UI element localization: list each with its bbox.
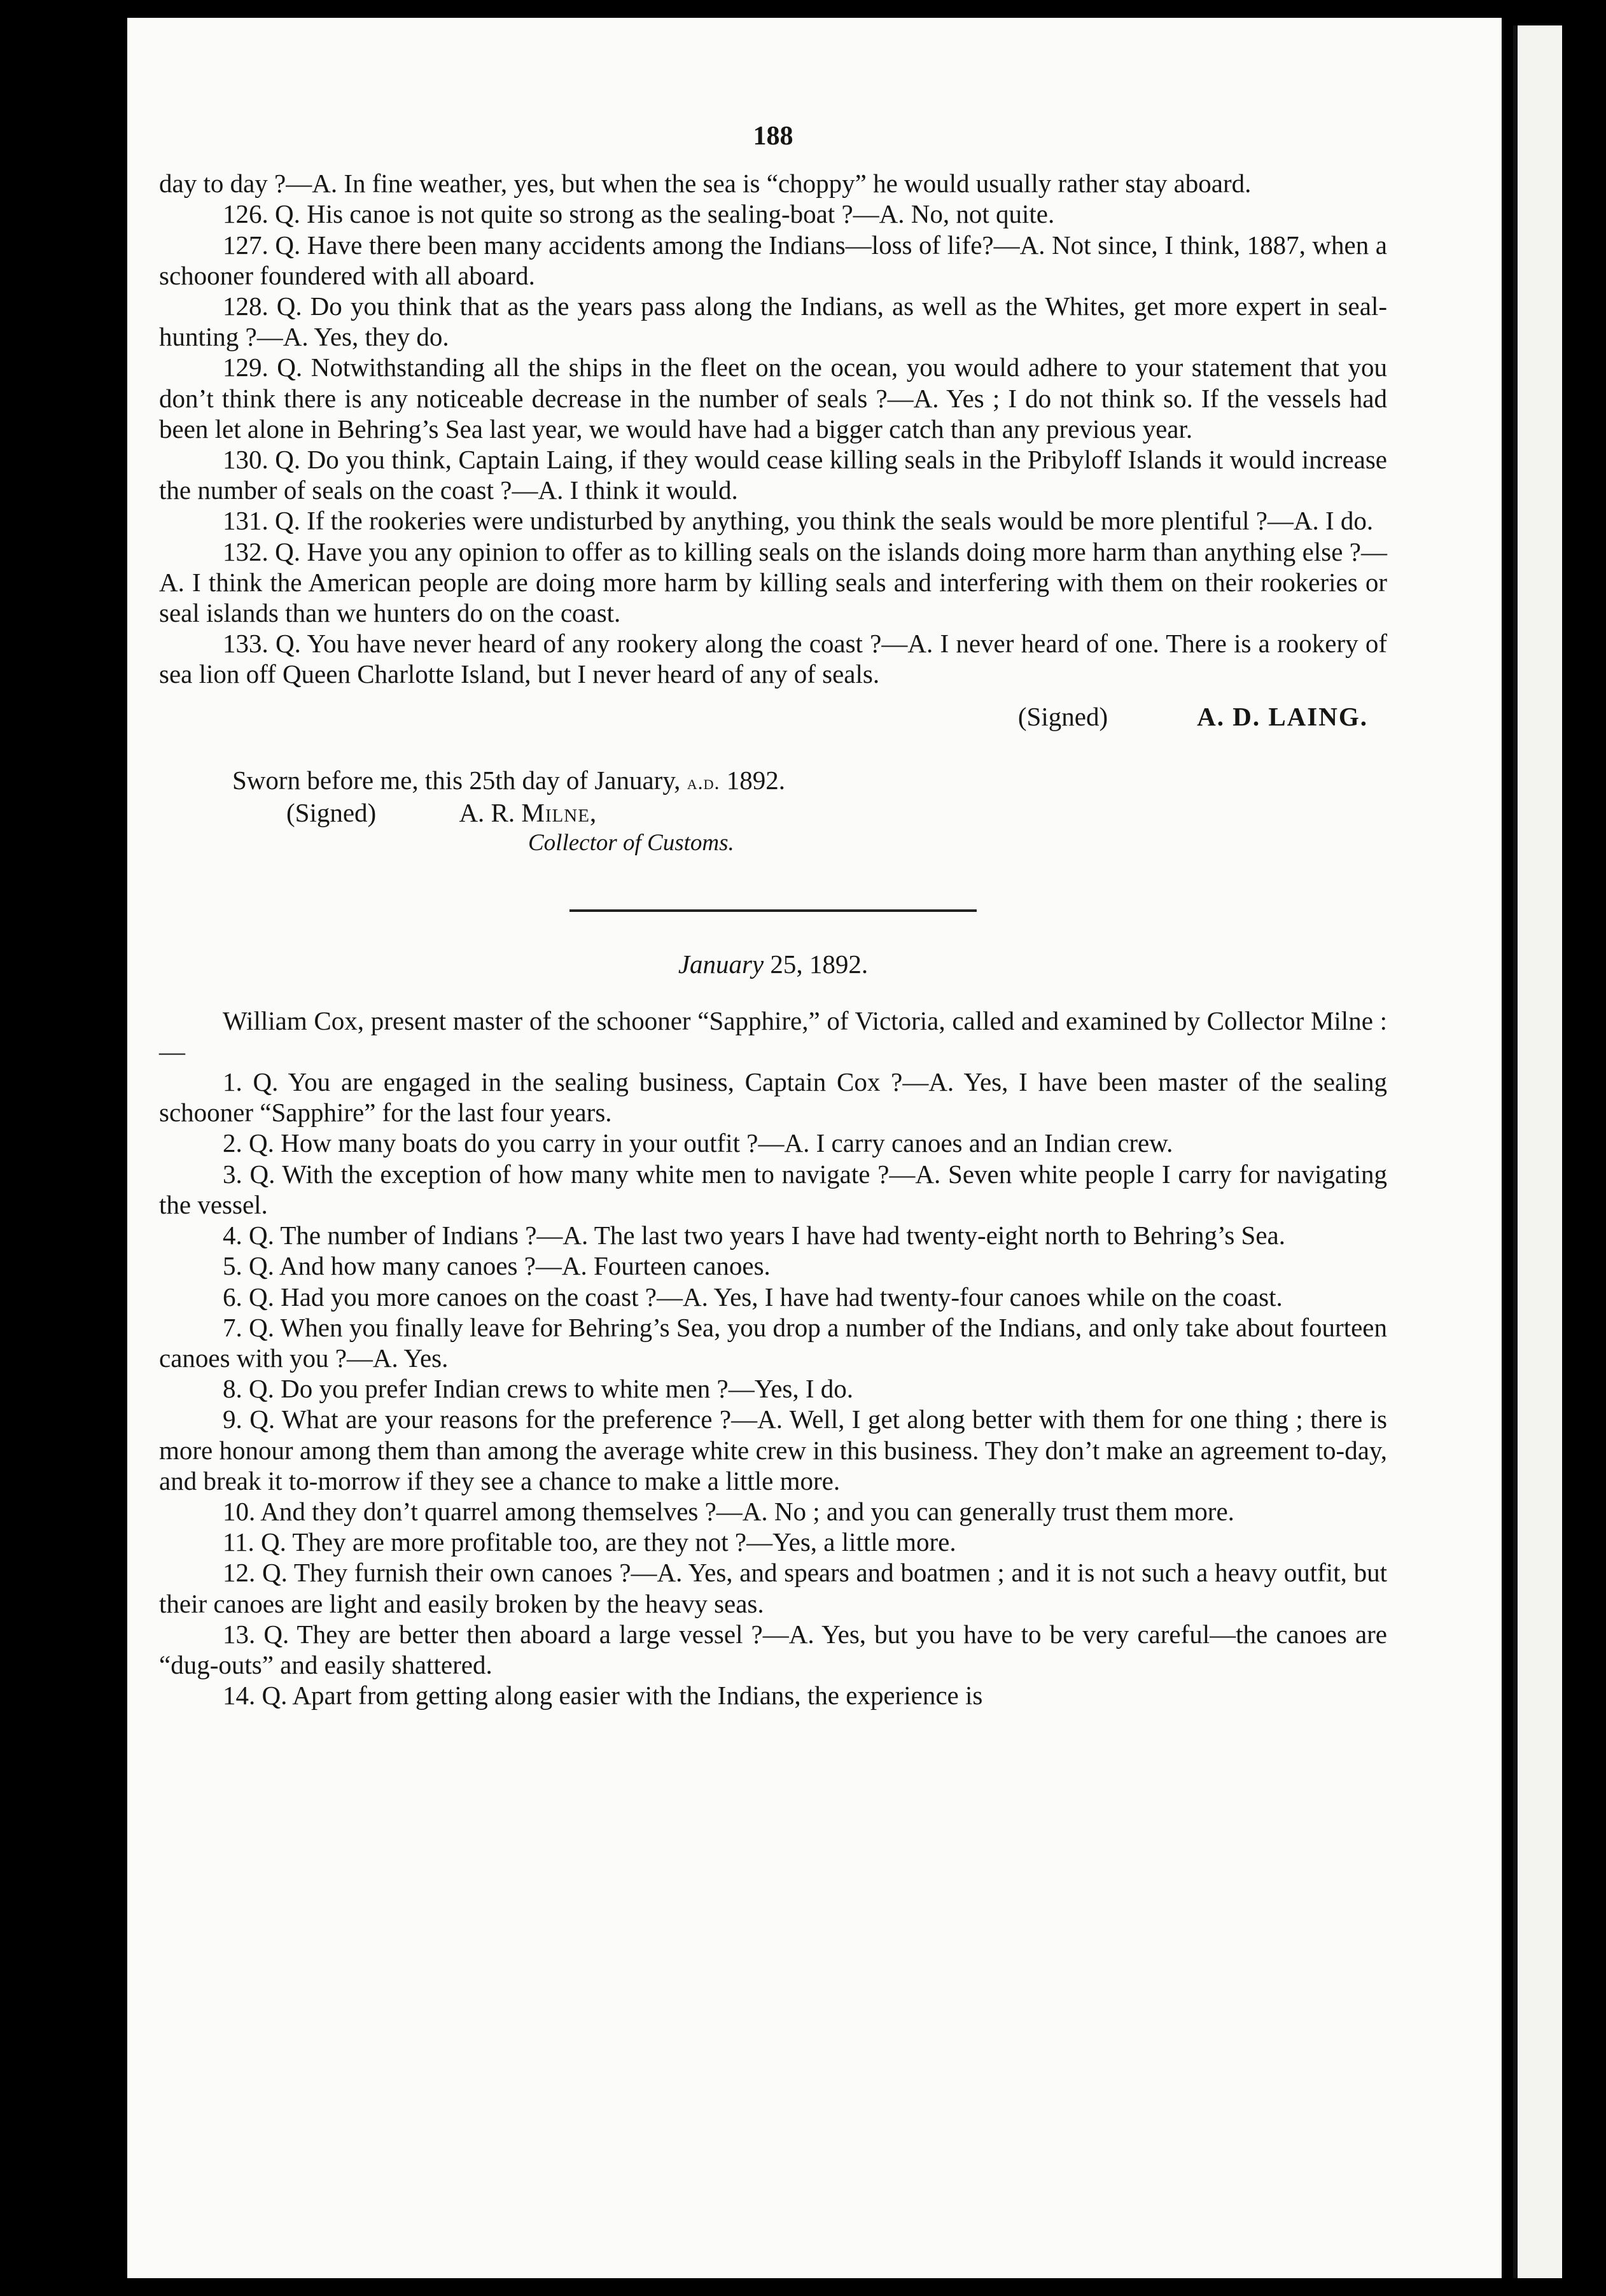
sworn-text: Sworn before me, this 25th day of January, <box>232 765 681 795</box>
sworn-statement <box>159 765 1387 797</box>
date-month: January <box>678 949 764 979</box>
testimony-cox <box>159 1067 1387 1711</box>
testimony-paragraph: 128. Q. Do you think that as the years pass along the Indians, as well as the Whites, get more expert in seal-hunting ?—A. Yes, they do. <box>159 291 1387 352</box>
page-content <box>159 121 1387 1711</box>
testimony-paragraph: 4. Q. The number of Indians ?—A. The last two years I have had twenty-eight north to Behring’s Sea. <box>223 1221 1285 1250</box>
testimony-paragraph: 132. Q. Have you any opinion to offer as to killing seals on the islands doing more harm than anything else ?—A. I think the American people are doing more harm by killing seals and interfering with them on their rookeries or seal islands than we hunters do on the coast. <box>159 536 1387 628</box>
testimony-paragraph: 7. Q. When you finally leave for Behring’s Sea, you drop a number of the Indians, and only take about fourteen canoes with you ?—A. Yes. <box>159 1312 1387 1373</box>
testimony-paragraph: 3. Q. With the exception of how many white men to navigate ?—A. Seven white people I carry for navigating the vessel. <box>159 1159 1387 1219</box>
testimony-paragraph: 133. Q. You have never heard of any rookery along the coast ?—A. I never heard of one. There is a rookery of sea lion off Queen Charlotte Island, but I never heard of any of seals. <box>159 629 1387 689</box>
testimony-paragraph: 2. Q. How many boats do you carry in your outfit ?—A. I carry canoes and an Indian crew. <box>223 1128 1173 1158</box>
testimony-paragraph: 131. Q. If the rookeries were undisturbed by anything, you think the seals would be more plentiful ?—A. I do. <box>223 506 1374 536</box>
page-number: 188 <box>753 122 793 151</box>
testimony-paragraph: day to day ?—A. In fine weather, yes, but when the sea is “choppy” he would usually rather stay aboard. <box>159 169 1252 199</box>
testimony-paragraph: 8. Q. Do you prefer Indian crews to white men ?—Yes, I do. <box>223 1374 854 1404</box>
section-divider <box>569 909 977 912</box>
testimony-paragraph: 10. And they don’t quarrel among themselves ?—A. No ; and you can generally trust them more. <box>223 1496 1234 1526</box>
testimony-paragraph: 1. Q. You are engaged in the sealing business, Captain Cox ?—A. Yes, I have been master of the sealing schooner “Sapphire” for the last four years. <box>159 1067 1387 1128</box>
intro-paragraph: William Cox, present master of the schooner “Sapphire,” of Victoria, called and examined by Collector Milne :— <box>159 1005 1387 1066</box>
section-date <box>159 949 1387 979</box>
testimony-paragraph: 129. Q. Notwithstanding all the ships in the fleet on the ocean, you would adhere to your statement that you don’t think there is any noticeable decrease in the number of seals ?—A. Yes ; I do not think so. If the vessels had been let alone in Behring’s Sea last year, we would have had a bigger catch than any previous year. <box>159 353 1387 444</box>
testimony-paragraph: 12. Q. They furnish their own canoes ?—A. Yes, and spears and boatmen ; and it is not such a heavy outfit, but their canoes are light and easily broken by the heavy seas. <box>159 1558 1387 1618</box>
signed-label: (Signed) <box>1017 701 1108 731</box>
testimony-paragraph: 5. Q. And how many canoes ?—A. Fourteen canoes. <box>223 1251 771 1281</box>
testimony-paragraph: 13. Q. They are better then aboard a large vessel ?—A. Yes, but you have to be very careful—the canoes are “dug-outs” and easily shattered. <box>159 1619 1387 1679</box>
officer-initials: A. R. <box>459 798 515 828</box>
sworn-ad: a.d. <box>687 770 720 794</box>
testimony-paragraph: 126. Q. His canoe is not quite so strong as the sealing-boat ?—A. No, not quite. <box>223 199 1055 229</box>
testimony-paragraph: 9. Q. What are your reasons for the preference ?—A. Well, I get along better with them for one thing ; there is more honour among them than among the average white crew in this business. They don’t make an agreement to-day, and break it to-morrow if they see a chance to make a little more. <box>159 1404 1387 1495</box>
testimony-paragraph: 6. Q. Had you more canoes on the coast ?—A. Yes, I have had twenty-four canoes while on the coast. <box>223 1282 1283 1312</box>
date-rest: 25, 1892. <box>770 949 869 979</box>
officer-signed-label: (Signed) <box>286 798 377 828</box>
signature-name: A. D. LAING. <box>1197 701 1368 731</box>
testimony-paragraph: 14. Q. Apart from getting along easier with the Indians, the experience is <box>223 1681 983 1711</box>
testimony-paragraph: 127. Q. Have there been many accidents among the Indians—loss of life?—A. Not since, I think, 1887, when a schooner foundered with all aboard. <box>159 230 1387 290</box>
testimony-paragraph: 11. Q. They are more profitable too, are they not ?—Yes, a little more. <box>223 1527 956 1557</box>
sworn-year: 1892. <box>726 765 785 795</box>
officer-surname: Milne, <box>521 798 597 828</box>
testimony-paragraph: 130. Q. Do you think, Captain Laing, if they would cease killing seals in the Pribyloff Islands it would increase the number of seals on the coast ?—A. I think it would. <box>159 445 1387 505</box>
signature-block <box>159 701 1387 732</box>
officer-title: Collector of Customs. <box>528 830 734 857</box>
testimony-laing <box>159 168 1387 689</box>
next-page-edge <box>1518 25 1562 2278</box>
page-edge-shadow <box>1513 25 1517 2278</box>
officer-signature <box>159 797 1387 828</box>
